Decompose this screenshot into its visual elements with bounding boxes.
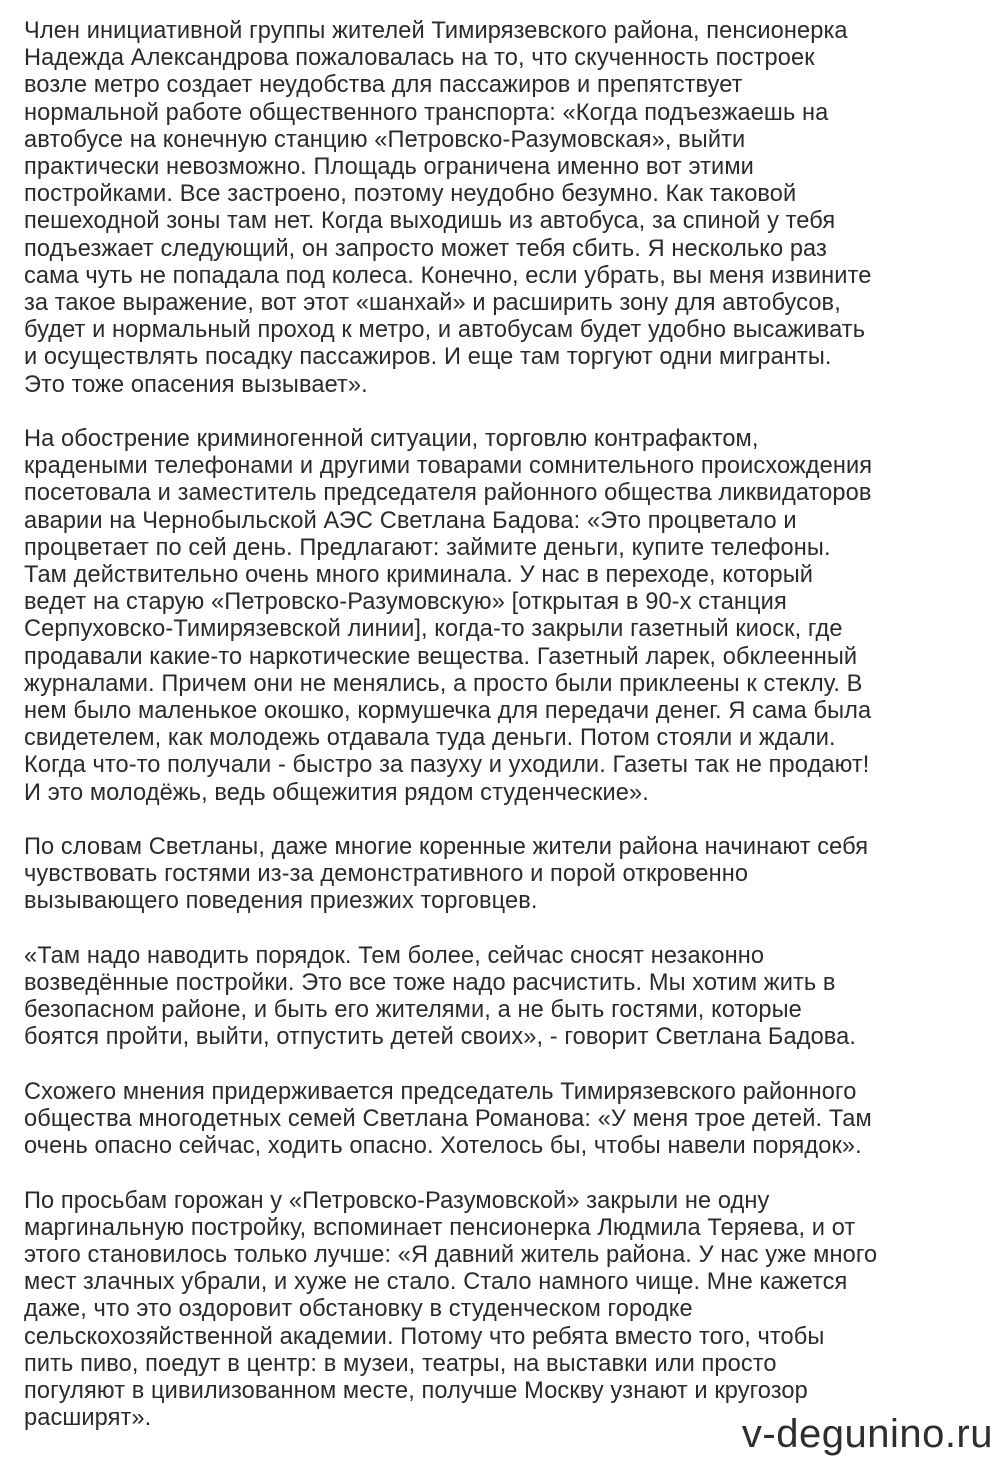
paragraph-4: «Там надо наводить порядок. Тем более, сейчас сносят незаконно возведённые постройки. Это все тоже надо расчистить. Мы хотим жить в безопасном районе, и быть его жителями, а не быть гостями, которые боятся пройти, выйти, отпустить детей своих», - говорит Светлана Бадова.: [24, 942, 857, 1051]
article-body: [24, 18, 984, 1432]
site-watermark: v-degunino.ru: [741, 1412, 993, 1456]
paragraph-3: По словам Светланы, даже многие коренные жители района начинают себя чувствовать гостями из-за демонстративного и порой откровенно вызывающего поведения приезжих торговцев.: [24, 834, 869, 915]
paragraph-2: На обострение криминогенной ситуации, торговлю контрафактом, крадеными телефонами и другими товарами сомнительного происхождения посетовала и заместитель председателя районного общества ликвидаторов аварии на Чернобыльской АЭС Светлана Бадова: «Это процветало и процветает по сей день. Предлагают: займите деньги, купите телефоны. Там действительно очень много криминала. У нас в переходе, который ведет на старую «Петровско-Разумовскую» [открытая в 90-х станция Серпуховско-Тимирязевской линии], когда-то закрыли газетный киоск, где продавали какие-то наркотические вещества. Газетный ларек, обклеенный журналами. Причем они не менялись, а просто были приклеены к стеклу. В нем было маленькое окошко, кормушечка для передачи денег. Я сама была свидетелем, как молодежь отдавала туда деньги. Потом стояли и ждали. Когда что-то получали - быстро за пазуху и уходили. Газеты так не продают! И это молодёжь, ведь общежития рядом студенческие».: [24, 426, 873, 806]
paragraph-1: Член инициативной группы жителей Тимирязевского района, пенсионерка Надежда Александрова пожаловалась на то, что скученность построек возле метро создает неудобства для пассажиров и препятствует нормальной работе общественного транспорта: «Когда подъезжаешь на автобусе на конечную станцию «Петровско-Разумовская», выйти практически невозможно. Площадь ограничена именно вот этими постройками. Все застроено, поэтому неудобно безумно. Как таковой пешеходной зоны там нет. Когда выходишь из автобуса, за спиной у тебя подъезжает следующий, он запросто может тебя сбить. Я несколько раз сама чуть не попадала под колеса. Конечно, если убрать, вы меня извините за такое выражение, вот этот «шанхай» и расширить зону для автобусов, будет и нормальный проход к метро, и автобусам будет удобно высаживать и осуществлять посадку пассажиров. И еще там торгуют одни мигранты. Это тоже опасения вызывает».: [24, 18, 872, 398]
paragraph-6: По просьбам горожан у «Петровско-Разумовской» закрыли не одну маргинальную постройку, вспоминает пенсионерка Людмила Теряева, и от этого становилось только лучше: «Я давний житель района. У нас уже много мест злачных убрали, и хуже не стало. Стало намного чище. Мне кажется даже, что это оздоровит обстановку в студенческом городке сельскохозяйственной академии. Потому что ребята вместо того, чтобы пить пиво, поедут в центр: в музеи, театры, на выставки или просто погуляют в цивилизованном месте, получше Москву узнают и кругозор расширят».: [24, 1187, 878, 1432]
paragraph-5: Схожего мнения придерживается председатель Тимирязевского районного общества многодетных семей Светлана Романова: «У меня трое детей. Там очень опасно сейчас, ходить опасно. Хотелось бы, чтобы навели порядок».: [24, 1078, 872, 1160]
